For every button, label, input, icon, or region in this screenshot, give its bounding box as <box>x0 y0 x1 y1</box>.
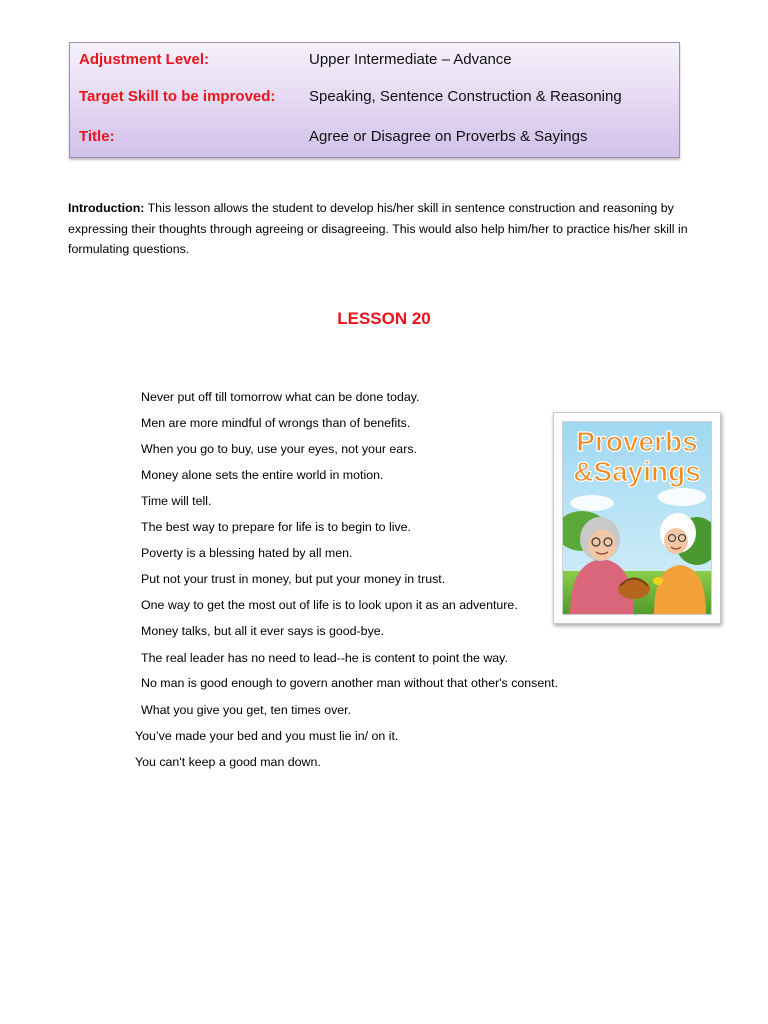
list-text: Put not your trust in money, but put your money in trust. <box>141 572 446 586</box>
list-text: You can't keep a good man down. <box>135 755 321 769</box>
list-text: You’ve made your bed and you must lie in/ on it. <box>135 729 399 743</box>
list-text: Time will tell. <box>141 494 212 508</box>
adjustment-level-value: Upper Intermediate – Advance <box>309 51 512 68</box>
introduction-paragraph <box>68 198 708 260</box>
list-text: The real leader has no need to lead--he is content to point the way. <box>141 651 508 665</box>
list-text: When you go to buy, use your eyes, not your ears. <box>141 442 417 456</box>
lesson-title: LESSON 20 <box>337 309 431 328</box>
list-text: What you give you get, ten times over. <box>141 703 352 717</box>
list-text: Never put off till tomorrow what can be done today. <box>141 390 420 404</box>
target-skill-label: Target Skill to be improved: <box>79 88 276 105</box>
introduction-text: This lesson allows the student to develop his/her skill in sentence construction and reasoning by expressing their thoughts through agreeing or disagreeing. This would also help him/her to practice his/her skill in formulating questions. <box>68 201 688 256</box>
title-value: Agree or Disagree on Proverbs & Sayings <box>309 128 588 145</box>
proverbs-sayings-image <box>553 412 721 624</box>
list-text: Poverty is a blessing hated by all men. <box>141 546 353 560</box>
title-label: Title: <box>79 128 115 145</box>
image-title-line2: &Sayings <box>573 456 701 487</box>
list-text: One way to get the most out of life is to look upon it as an adventure. <box>141 598 518 612</box>
proverbs-sayings-illustration-icon <box>562 421 712 615</box>
adjustment-level-row <box>70 48 679 72</box>
target-skill-value: Speaking, Sentence Construction & Reasoning <box>309 88 622 105</box>
adjustment-level-label: Adjustment Level: <box>79 51 210 68</box>
list-text: The best way to prepare for life is to begin to live. <box>141 520 411 534</box>
introduction-label: Introduction: <box>68 201 145 215</box>
title-row <box>70 125 679 149</box>
target-skill-row <box>70 85 679 109</box>
list-text: Men are more mindful of wrongs than of benefits. <box>141 416 411 430</box>
lesson-info-box <box>69 42 680 158</box>
list-text: No man is good enough to govern another man without that other's consent. <box>141 676 559 690</box>
list-text: Money talks, but all it ever says is good-bye. <box>141 624 385 638</box>
list-text: Money alone sets the entire world in motion. <box>141 468 384 482</box>
image-title-line1: Proverbs <box>576 426 698 457</box>
